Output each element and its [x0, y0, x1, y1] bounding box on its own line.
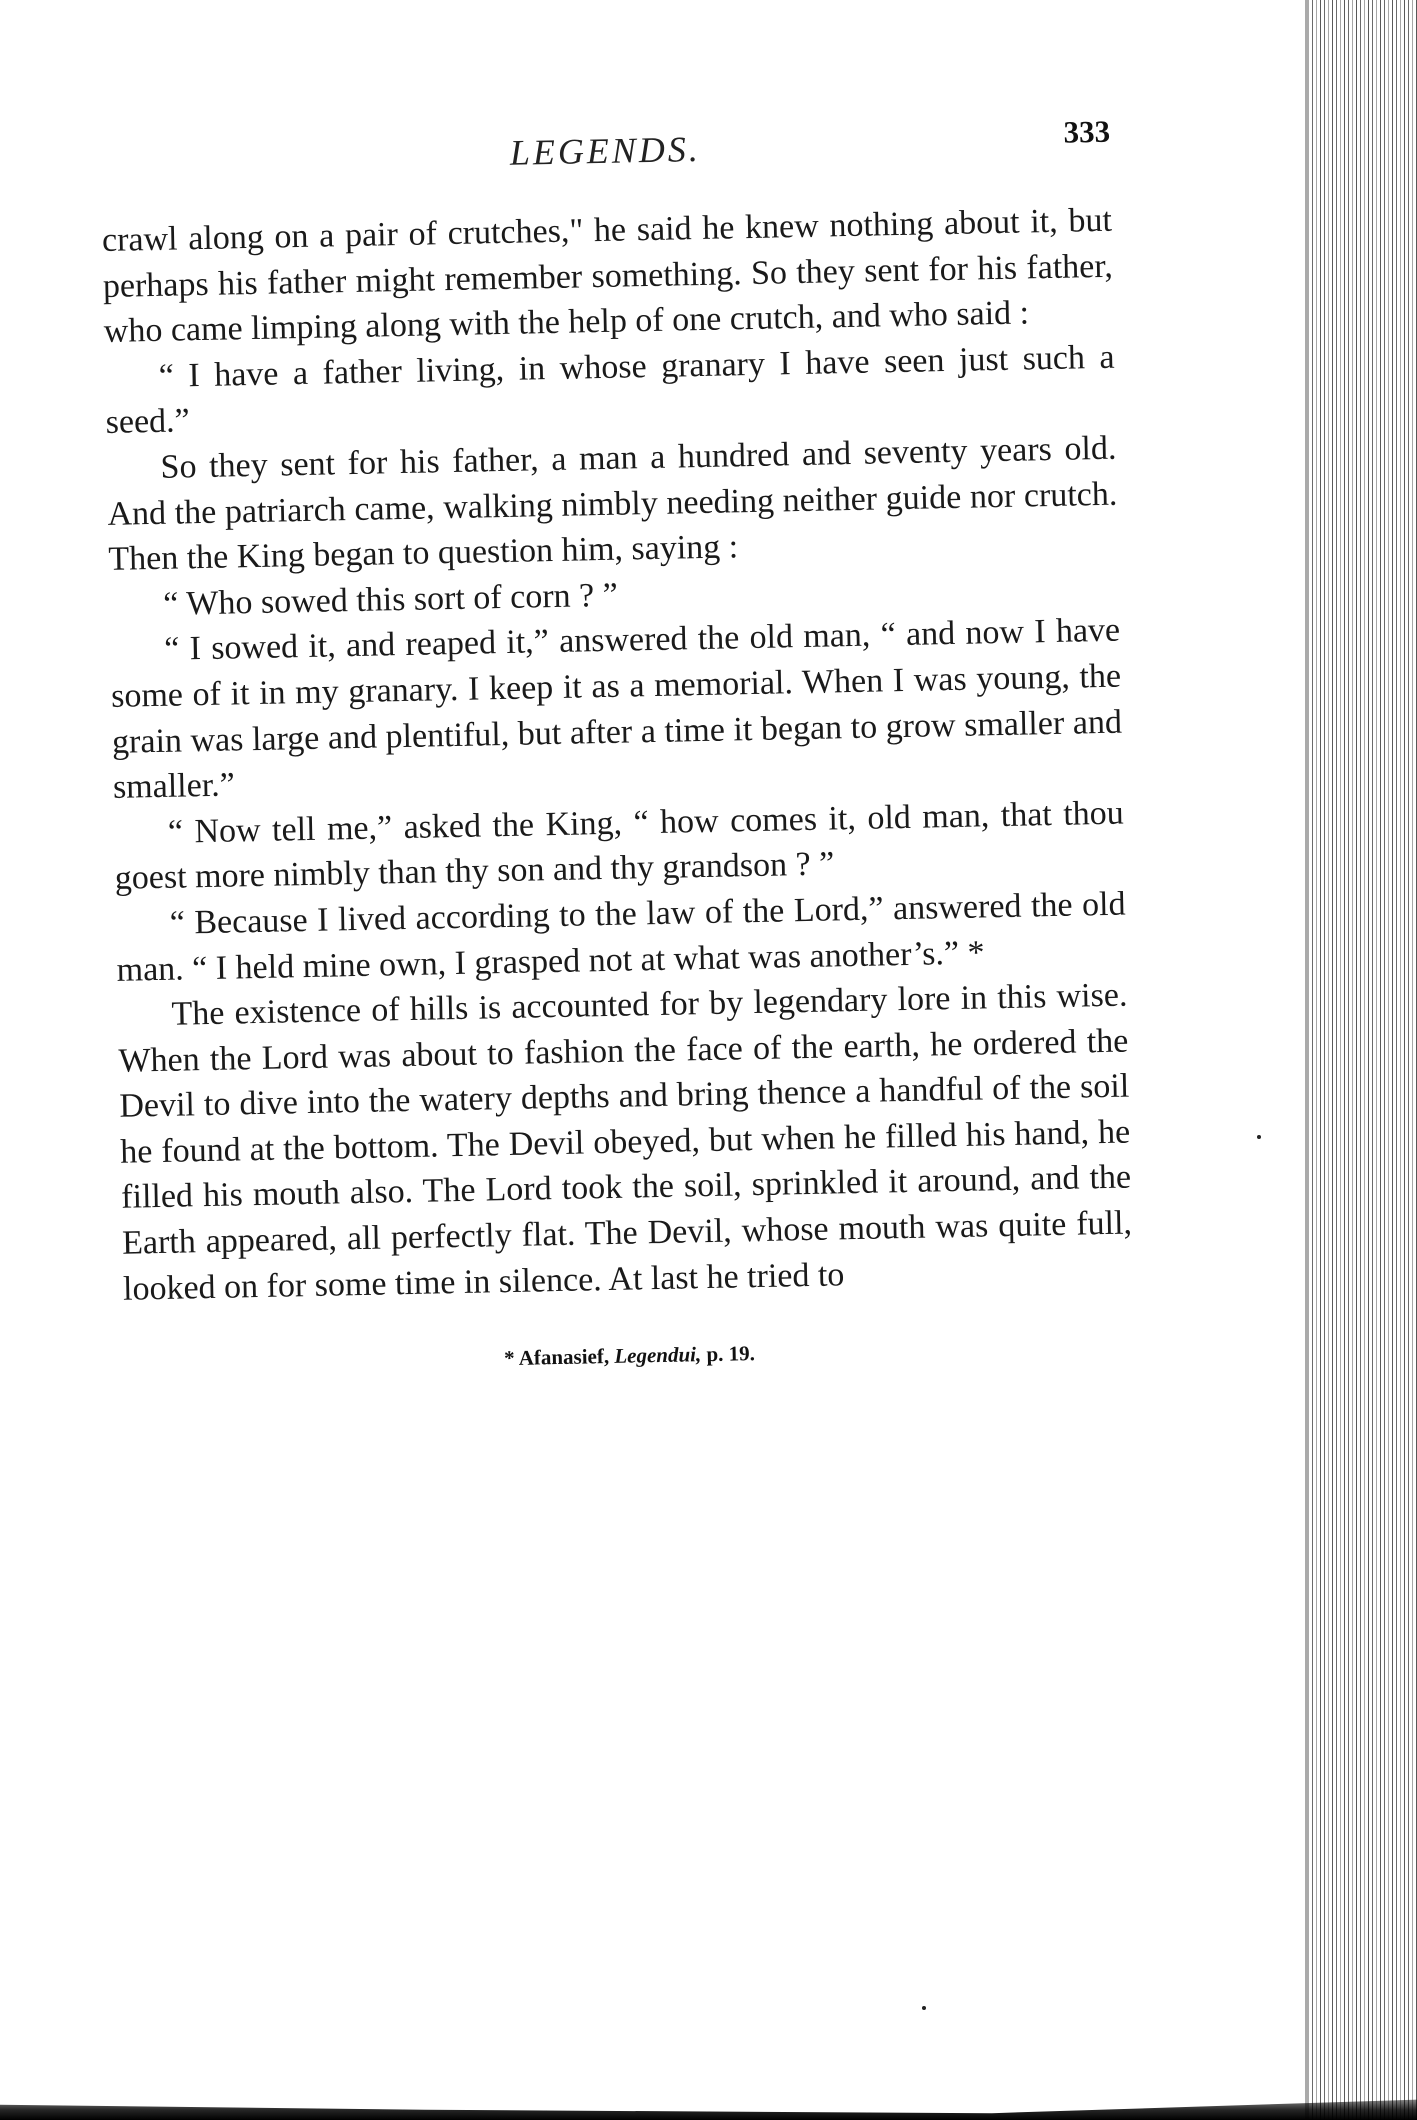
page-number: 333 [1063, 113, 1111, 150]
paragraph: “ Now tell me,” asked the King, “ how comes it, old man, that thou goest more nimbly than thy son and thy grandson ? ” [114, 794, 1125, 898]
paragraph: So they sent for his father, a man a hundred and seventy years old. And the patriarch came, walking nimbly needing neither guide nor crutch. Then the King began to question him, saying : [107, 429, 1118, 579]
paragraph: crawl along on a pair of crutches," he said he knew nothing about it, but perhaps his father might remember something. So they sent for his father, who came limping along with the help of one crutch, and who said : [101, 201, 1114, 351]
footnote-page: p. 19. [706, 1341, 756, 1367]
running-head [100, 113, 1111, 200]
footnote-marker: * [503, 1346, 515, 1371]
stray-ink-mark [1257, 1135, 1261, 1139]
book-page [100, 113, 1135, 1379]
body-text [102, 198, 1134, 1312]
paragraph: “ Because I lived according to the law of the Lord,” answered the old man. “ I held mine own, I grasped not at what was another’s.” * [116, 885, 1126, 989]
paragraph: The existence of hills is accounted for by legendary lore in this wise. When the Lord was about to fashion the face of the earth, he ordered the Devil to dive into the watery depths and bring thence a handful of the soil he found at the bottom. The Devil obeyed, but when he filled his hand, he filled his mouth also. The Lord took the soil, sprinkled it around, and the Earth appeared, all perfectly flat. The Devil, whose mouth was quite full, looked on for some time in silence. At last he tried to [118, 976, 1133, 1308]
footnote-author: Afanasief, [518, 1344, 610, 1371]
running-title: LEGENDS. [509, 128, 702, 173]
scan-bottom-shadow [0, 2086, 1417, 2120]
paragraph: “ I have a father living, in whose granary I have seen just such a seed.” [105, 338, 1115, 442]
page-edge-stack [1309, 0, 1417, 2120]
footnote-title: Legendui, [614, 1342, 702, 1369]
stray-ink-mark [922, 2006, 926, 2010]
paragraph: “ I sowed it, and reaped it,” answered the old man, “ and now I have some of it in my granary. I keep it as a memorial. When I was young, the grain was large and plentiful, but after a time it began to grow smaller and smaller.” [110, 611, 1123, 806]
footnote [124, 1334, 1134, 1379]
paragraph: “ Who sowed this sort of corn ? ” [162, 576, 619, 623]
